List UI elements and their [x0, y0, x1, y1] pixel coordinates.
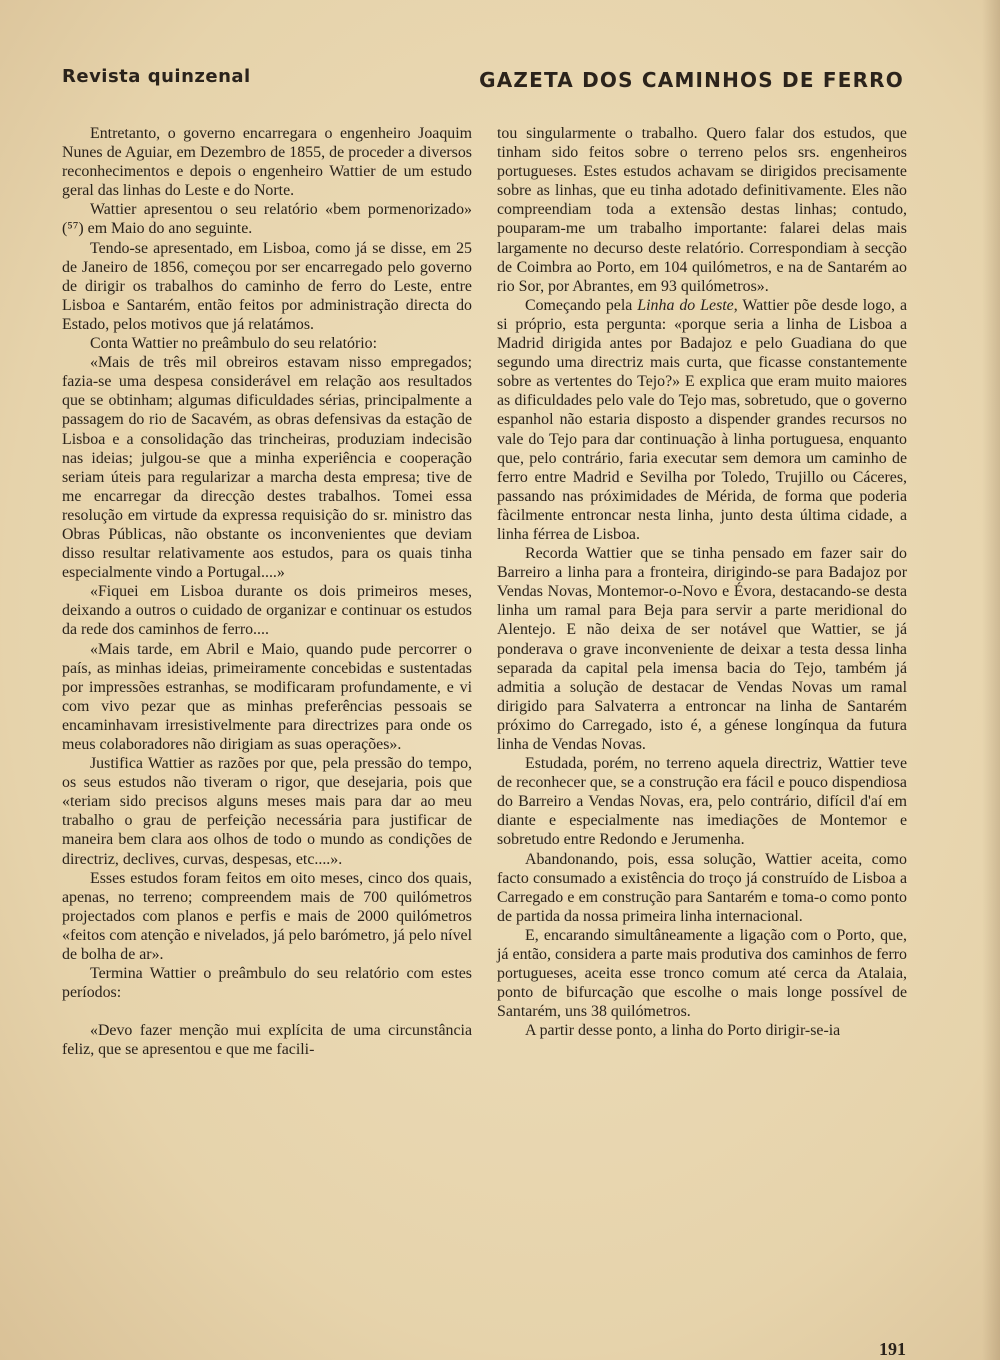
paragraph: «Mais tarde, em Abril e Maio, quando pude percorrer o país, as minhas ideias, primeiramente concebidas e sustentadas por impressões estranhas, se modificaram profundamente, e vi com vivo pezar que as minhas preferências pessoais se encaminhavam irresistivelmente para directrizes para onde os meus colaboradores não dirigiam as suas operações».: [62, 640, 472, 753]
paragraph: «Mais de três mil obreiros estavam nisso empregados; fazia-se uma despesa considerável em relação aos resultados que se obtinham; algumas dificuldades sérias, principalmente a passagem do rio de Sacavém, as obras defensivas da estação de Lisboa e a consolidação das trincheiras, produziam indecisão nas ideias; julgou-se que a minha experiência e cooperação seriam úteis para regularizar a marcha desta empresa; tive de me encarregar da direcção destes trabalhos. Tomei essa resolução em virtude da expressa requisição do sr. ministro das Obras Públicas, não obstante os inconvenientes que deviam disso resultar relativamente aos estudos, para os quais tinha especialmente vindo a Portugal....»: [62, 354, 472, 582]
paragraph-continuation: tou singularmente o trabalho. Quero falar dos estudos, que tinham sido feitos sobre o terreno pelos srs. engenheiros portugueses. Estes estudos achavam se dirigidos precisamente sobre as linhas, que eu tinha adotado definitivamente. Eles não compreendiam toda a extensão destas linhas; contudo, pouparam-me um trabalho importante: falarei delas mais largamente no decurso deste relatório. Correspondiam à secção de Coimbra ao Porto, em 104 quilómetros, e na de Santarém ao rio Sor, por Abrantes, em 93 quilómetros».: [497, 125, 907, 295]
paragraph: Tendo-se apresentado, em Lisboa, como já se disse, em 25 de Janeiro de 1856, começou por ser encarregado pelo governo de dirigir os trabalhos do caminho de ferro do Leste, entre Lisboa e Santarém, então feitos por administração directa do Estado, pelos motivos que já relatámos.: [62, 239, 472, 333]
paragraph: Esses estudos foram feitos em oito meses, cinco dos quais, apenas, no terreno; compreendem mais de 700 quilómetros projectados com planos e perfis e mais de 2000 quilómetros «feitos com atenção e nivelados, já pelo barómetro, já pelo nível de bolha de ar».: [62, 869, 472, 964]
right-column: [497, 124, 907, 1041]
paragraph: Estudada, porém, no terreno aquela directriz, Wattier teve de reconhecer que, se a construção era fácil e pouco dispendiosa do Barreiro a Vendas Novas, era, pelo contrário, difícil d'aí em diante e especialmente nas imediações de Montemor e sobretudo entre Redondo e Jerumenha.: [497, 755, 907, 849]
paragraph: Entretanto, o governo encarregara o engenheiro Joaquim Nunes de Aguiar, em Dezembro de 1855, de proceder a diversos reconhecimentos e depois o engenheiro Wattier de um estudo geral das linhas do Leste e do Norte.: [62, 125, 472, 200]
paragraph: «Fiquei em Lisboa durante os dois primeiros meses, deixando a outros o cuidado de organizar e continuar os estudos da rede dos caminhos de ferro....: [62, 583, 472, 639]
paragraph: Conta Wattier no preâmbulo do seu relatório:: [90, 335, 378, 353]
text-run: , Wattier põe desde logo, a si próprio, esta pergunta: «porque seria a linha de Lisboa a Madrid dirigida antes por Badajoz e pelo Guadiana do que segundo uma directriz mais curta, que ficasse constantemente sobre as vertentes do Tejo?» E explica que eram muito maiores as dificuldades pelo vale do Tejo mas, sobretudo, que o governo espanhol não estaria disposto a dispender grandes recursos no vale do Tejo para dar continuação à linha portuguesa, enquanto que, pelo contrário, faria executar sem demora um caminho de ferro entre Madrid e Sevilha por Toledo, Trujillo ou Cáceres, passando nas próximidades de Mérida, de forma que poderia fàcilmente entroncar nesta linha, junto desta última cidade, a linha férrea de Lisboa.: [497, 296, 908, 543]
page-number: 191: [879, 1339, 906, 1359]
running-header-right: GAZETA DOS CAMINHOS DE FERRO: [479, 68, 904, 92]
paragraph: Justifica Wattier as razões por que, pela pressão do tempo, os seus estudos não tiveram o rigor, que desejaria, pois que «teriam sido precisos alguns meses mais para dar ao meu trabalho o grau de perfeição necessária para justificar de maneira bem clara aos olhos de todo o mundo as condições de directriz, declives, curvas, despesas, etc....».: [62, 755, 472, 868]
running-header-left: Revista quinzenal: [62, 66, 251, 87]
paragraph: Abandonando, pois, essa solução, Wattier aceita, como facto consumado a existência do troço já construído de Lisboa a Carregado e em construção para Santarém e toma-o como ponto de partida da nossa primeira linha internacional.: [497, 850, 907, 925]
paragraph: [497, 296, 907, 544]
paragraph: Termina Wattier o preâmbulo do seu relatório com estes períodos:: [62, 965, 472, 1002]
italic-term: Linha do Leste: [637, 296, 734, 314]
paragraph: «Devo fazer menção mui explícita de uma circunstância feliz, que se apresentou e que me facili-: [62, 1022, 472, 1059]
text-run: Começando pela: [525, 296, 638, 314]
page-edge-shadow: [982, 0, 1000, 1360]
paragraph: Recorda Wattier que se tinha pensado em fazer sair do Barreiro a linha para a fronteira, dirigindo-se para Badajoz por Vendas Novas, Montemor-o-Novo e Évora, destacando-se desta linha um ramal para Beja para servir a parte meridional do Alentejo. E não deixa de ser notável que Wattier, se já ponderava o grave inconveniente de deixar a testa dessa linha separada da capital pela imensa bacia do Tejo, também já admitia a solução de destacar de Vendas Novas um ramal dirigido para Salvaterra a entroncar na linha de Santarém próximo do Carregado, isto é, a génese longínqua da futura linha de Vendas Novas.: [497, 545, 907, 753]
paragraph: Wattier apresentou o seu relatório «bem pormenorizado» (⁵⁷) em Maio do ano seguinte.: [62, 201, 472, 238]
paragraph: A partir desse ponto, a linha do Porto dirigir-se-ia: [525, 1022, 841, 1040]
paragraph: E, encarando simultâneamente a ligação com o Porto, que, já então, considera a parte mais produtiva dos caminhos de ferro portugueses, aceita esse tronco comum até cerca da Atalaia, ponto de bifurcação que escolhe o mais longe possível de Santarém, uns 38 quilómetros.: [497, 926, 907, 1021]
left-column: [62, 124, 472, 1060]
